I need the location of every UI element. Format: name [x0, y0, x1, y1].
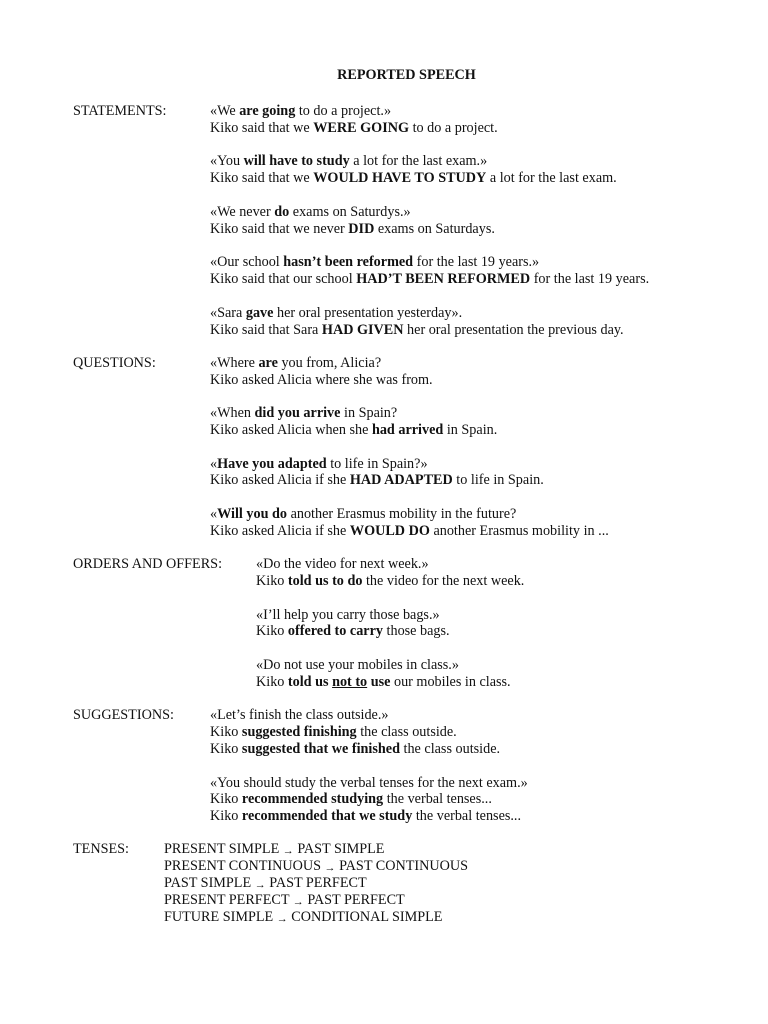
orders-offers-label: ORDERS AND OFFERS:: [73, 556, 223, 572]
statement-4-reported: Kiko said that our school HAD’T BEEN REFORMED for the last 19 years.: [210, 271, 650, 287]
arrow-right-icon: →: [254, 879, 266, 891]
statement-1-reported: Kiko said that we WERE GOING to do a project.: [210, 120, 498, 136]
tense-row: PRESENT PERFECT → PAST PERFECT: [164, 892, 405, 908]
order-2-reported: Kiko told us not to use our mobiles in class.: [256, 674, 511, 690]
tense-row: PRESENT CONTINUOUS → PAST CONTINUOUS: [164, 858, 468, 874]
statement-2-reported: Kiko said that we WOULD HAVE TO STUDY a lot for the last exam.: [210, 170, 617, 186]
arrow-right-icon: →: [276, 913, 288, 925]
tense-row: PAST SIMPLE → PAST PERFECT: [164, 875, 367, 891]
question-3-quote: «Have you adapted to life in Spain?»: [210, 456, 428, 472]
order-2-quote: «Do not use your mobiles in class.»: [256, 657, 459, 673]
suggestion-2-quote: «You should study the verbal tenses for the next exam.»: [210, 775, 528, 791]
question-4-reported: Kiko asked Alicia if she WOULD DO another Erasmus mobility in ...: [210, 523, 609, 539]
tense-row: PRESENT SIMPLE → PAST SIMPLE: [164, 841, 385, 857]
statement-2-quote: «You will have to study a lot for the last exam.»: [210, 153, 488, 169]
statement-5-quote: «Sara gave her oral presentation yesterday».: [210, 305, 463, 321]
statement-3-quote: «We never do exams on Saturdys.»: [210, 204, 411, 220]
statement-4-quote: «Our school hasn’t been reformed for the last 19 years.»: [210, 254, 540, 270]
suggestion-1-quote: «Let’s finish the class outside.»: [210, 707, 389, 723]
suggestion-1-reported-b: Kiko suggested that we finished the class outside.: [210, 741, 501, 757]
statement-1-quote: «We are going to do a project.»: [210, 103, 392, 119]
offer-reported: Kiko offered to carry those bags.: [256, 623, 450, 639]
page-title: REPORTED SPEECH: [337, 67, 476, 83]
question-1-reported: Kiko asked Alicia where she was from.: [210, 372, 433, 388]
tenses-label: TENSES:: [73, 841, 129, 857]
suggestions-label: SUGGESTIONS:: [73, 707, 174, 723]
offer-quote: «I’ll help you carry those bags.»: [256, 607, 440, 623]
order-1-reported: Kiko told us to do the video for the next week.: [256, 573, 525, 589]
question-2-reported: Kiko asked Alicia when she had arrived in Spain.: [210, 422, 498, 438]
arrow-right-icon: →: [292, 896, 304, 908]
suggestion-1-reported-a: Kiko suggested finishing the class outside.: [210, 724, 457, 740]
arrow-right-icon: →: [282, 845, 294, 857]
question-1-quote: «Where are you from, Alicia?: [210, 355, 382, 371]
arrow-right-icon: →: [324, 862, 336, 874]
suggestion-2-reported-a: Kiko recommended studying the verbal tenses...: [210, 791, 492, 807]
question-3-reported: Kiko asked Alicia if she HAD ADAPTED to life in Spain.: [210, 472, 544, 488]
statement-5-reported: Kiko said that Sara HAD GIVEN her oral presentation the previous day.: [210, 322, 624, 338]
questions-label: QUESTIONS:: [73, 355, 156, 371]
order-1-quote: «Do the video for next week.»: [256, 556, 429, 572]
statement-3-reported: Kiko said that we never DID exams on Saturdays.: [210, 221, 495, 237]
suggestion-2-reported-b: Kiko recommended that we study the verbal tenses...: [210, 808, 522, 824]
tense-row: FUTURE SIMPLE → CONDITIONAL SIMPLE: [164, 909, 443, 925]
question-4-quote: «Will you do another Erasmus mobility in the future?: [210, 506, 517, 522]
question-2-quote: «When did you arrive in Spain?: [210, 405, 398, 421]
statements-label: STATEMENTS:: [73, 103, 167, 119]
